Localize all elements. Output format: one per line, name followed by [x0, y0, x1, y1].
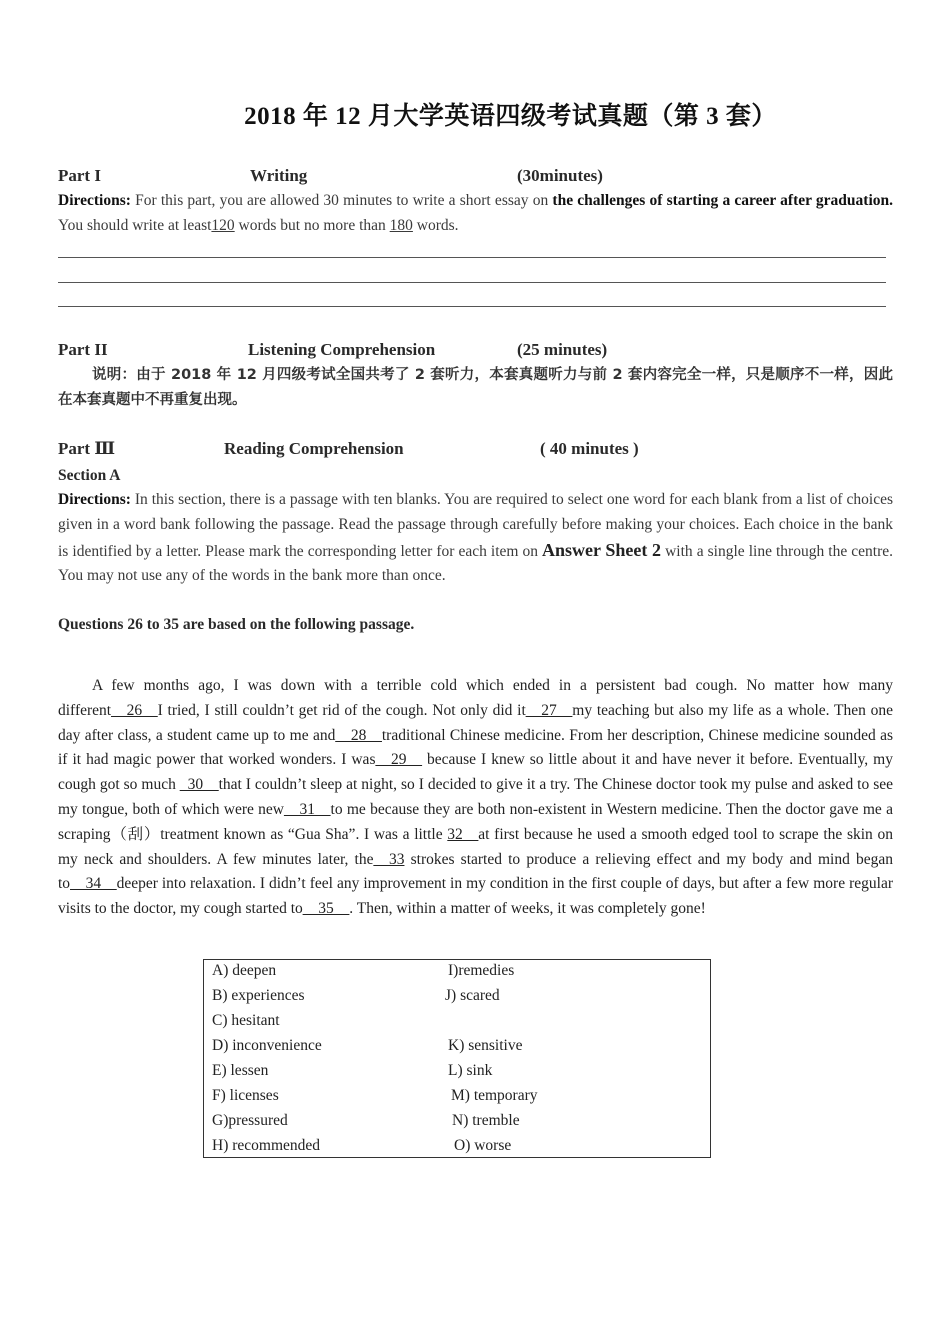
passage-text: deeper into relaxation. I didn’t feel any improvement in my condition in the first couple of days, but after a few more regular visits to the doctor, my cough started to — [58, 875, 893, 918]
directions-text: words but no more than — [234, 216, 390, 234]
word-bank — [203, 959, 711, 1158]
section-a-heading: Section A — [58, 467, 121, 484]
blank-29: __29__ — [375, 751, 422, 769]
part2-header — [58, 340, 893, 364]
word-option: F) licenses — [212, 1087, 279, 1104]
directions-text: You should write at least — [58, 216, 212, 234]
word-option: N) tremble — [452, 1112, 520, 1129]
blank-33: __33 — [373, 850, 405, 868]
blank-30: _30__ — [179, 776, 219, 794]
part2-name: Listening Comprehension — [248, 340, 436, 359]
passage-text: because I knew so little about it and have never it before. Eventually, my cough got so much — [58, 751, 893, 794]
part3-label: Part Ⅲ — [58, 439, 116, 458]
passage-text: my teaching but also my life as a whole. Then one day after class, a student came up to me and — [58, 701, 893, 744]
part1-name: Writing — [250, 166, 308, 185]
max-words: 180 — [389, 216, 413, 234]
directions-text: with a single line through the centre. You may not use any of the words in the bank more than once. — [58, 542, 893, 585]
word-option: E) lessen — [212, 1062, 269, 1079]
page-title: 2018 年 12 月大学英语四级考试真题（第 3 套） — [244, 103, 777, 130]
answer-line — [58, 257, 886, 258]
word-option: I)remedies — [448, 962, 515, 979]
passage-text: at first because he used a smooth edged tool to scrape the skin on my neck and shoulders. A few minutes later, the — [58, 825, 893, 868]
word-option: O) worse — [454, 1137, 512, 1154]
part3-time: ( 40 minutes ) — [540, 439, 639, 458]
part3-header — [58, 439, 893, 463]
word-option: J) scared — [445, 987, 500, 1004]
blank-31: __31__ — [284, 800, 331, 818]
questions-heading: Questions 26 to 35 are based on the following passage. — [58, 616, 415, 633]
answer-sheet-label: Answer Sheet 2 — [542, 539, 662, 560]
min-words: 120 — [211, 216, 235, 234]
answer-line — [58, 306, 886, 307]
directions-text: In this section, there is a passage with ten blanks. You are required to select one word for each blank from a list of choices given in a word bank following the passage. Read the passage through carefully before making your choices. Each choice in the bank is identified by a letter. Please mark the corresponding letter for each item on — [58, 491, 893, 560]
word-option: C) hesitant — [212, 1012, 280, 1029]
blank-26: __26__ — [111, 701, 158, 719]
directions-label: Directions: — [58, 192, 131, 209]
word-option: A) deepen — [212, 962, 277, 979]
directions-label: Directions: — [58, 491, 131, 508]
word-option: K) sensitive — [448, 1037, 523, 1054]
answer-line — [58, 282, 886, 283]
passage-text: I tried, I still couldn’t get rid of the cough. Not only did it — [157, 701, 526, 719]
passage-text: traditional Chinese medicine. From her description, Chinese medicine sounded as if it had magic power that worked wonders. I was — [58, 726, 893, 769]
part1-header — [58, 166, 893, 190]
essay-topic: the challenges of starting a career after graduation. — [552, 192, 894, 209]
part1-time: (30minutes) — [517, 166, 603, 185]
word-option: B) experiences — [212, 987, 305, 1004]
passage-text: . Then, within a matter of weeks, it was completely gone! — [349, 900, 706, 918]
directions-text: For this part, you are allowed 30 minutes to write a short essay on — [130, 192, 553, 209]
passage-text: to me because they are both non-existent in Western medicine. Then the doctor gave me a scraping（刮）treatment known as “Gua Sha”. I was a little — [58, 800, 893, 843]
blank-34: __34__ — [70, 875, 117, 893]
part1-label: Part I — [58, 166, 101, 185]
word-option: L) sink — [448, 1062, 493, 1079]
blank-35: __35__ — [302, 900, 350, 918]
passage-text: A few months ago, I was down with a terrible cold which ended in a persistent bad cough. No matter how many different — [58, 677, 893, 719]
part1-directions — [58, 189, 893, 239]
word-option: G)pressured — [212, 1112, 288, 1129]
word-option: M) temporary — [451, 1087, 538, 1104]
word-option: D) inconvenience — [212, 1037, 322, 1054]
part3-directions — [58, 488, 893, 589]
part2-note: 说明：由于 2018 年 12 月四级考试全国共考了 2 套听力，本套真题听力与前 2 套内容完全一样，只是顺序不一样，因此在本套真题中不再重复出现。 — [58, 367, 893, 408]
word-option: H) recommended — [212, 1137, 321, 1154]
passage-text: strokes started to produce a relieving effect and my body and mind began to — [58, 850, 893, 893]
part2-time: (25 minutes) — [517, 340, 608, 359]
part3-name: Reading Comprehension — [224, 439, 404, 458]
part2-label: Part II — [58, 340, 108, 359]
blank-27: __27__ — [525, 701, 573, 719]
passage-text: that I couldn’t sleep at night, so I decided to give it a try. The Chinese doctor took my pulse and asked to see my tongue, both of which were new — [58, 776, 893, 818]
blank-28: __28__ — [335, 726, 382, 744]
blank-32: 32__ — [447, 825, 479, 843]
directions-text: words. — [412, 216, 459, 234]
reading-passage — [58, 674, 893, 922]
